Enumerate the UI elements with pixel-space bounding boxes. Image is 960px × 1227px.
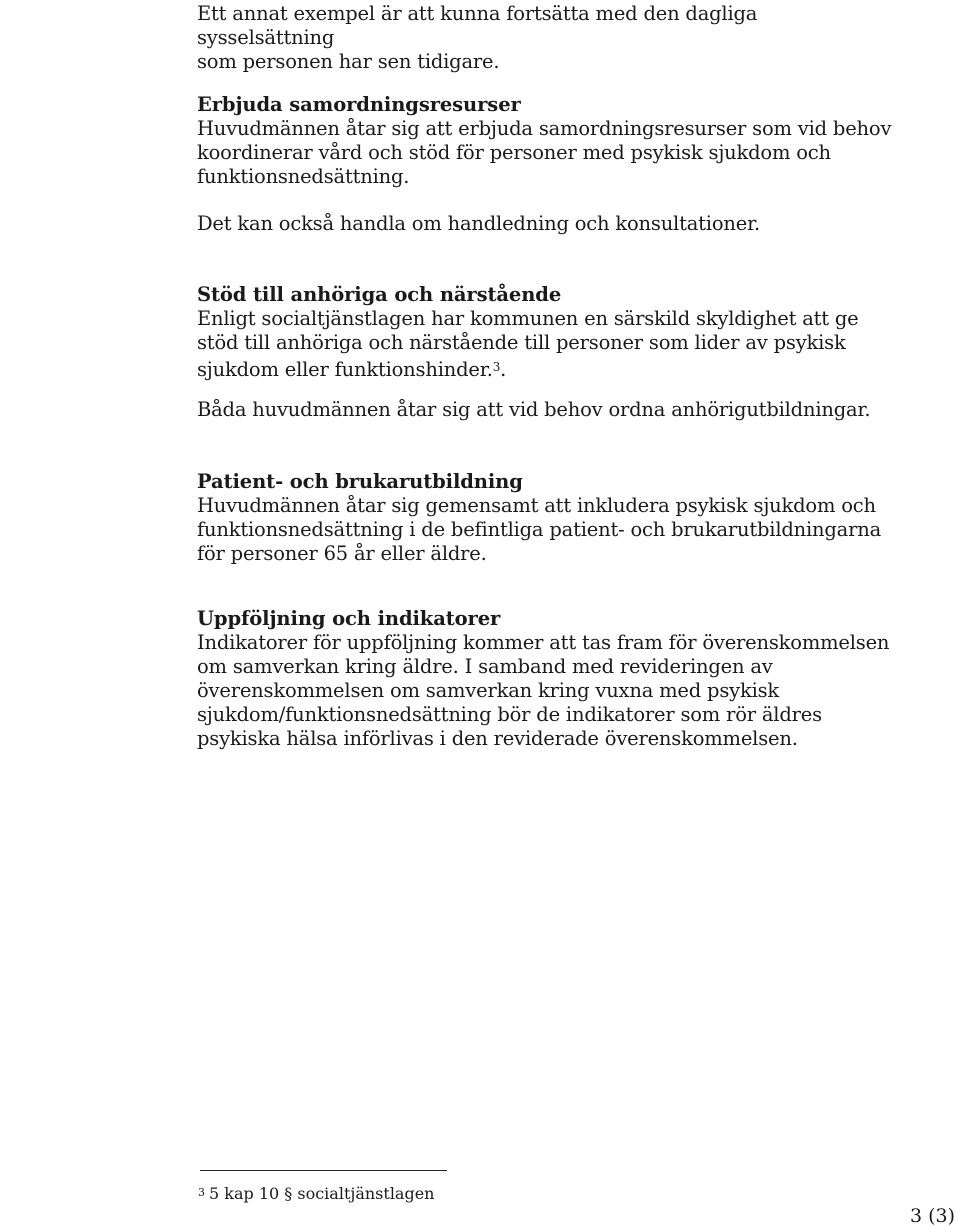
footnote-text: 5 kap 10 § socialtjänstlagen	[209, 1184, 435, 1203]
section-line: Huvudmännen åtar sig att erbjuda samordningsresurser som vid behov	[197, 117, 892, 140]
intro-paragraph	[197, 2, 897, 74]
section-uppfoljning	[197, 607, 897, 751]
section-heading: Uppföljning och indikatorer	[197, 607, 501, 630]
section-line: Enligt socialtjänstlagen har kommunen en särskild skyldighet att ge	[197, 307, 859, 330]
section-samordningsresurser-extra	[197, 212, 897, 236]
section-extra-line: Båda huvudmännen åtar sig att vid behov ordna anhörigutbildningar.	[197, 398, 871, 421]
section-anhoriga-extra	[197, 398, 897, 422]
section-line: funktionsnedsättning i de befintliga patient- och brukarutbildningarna	[197, 518, 882, 541]
footnote-reference: 3	[492, 360, 501, 374]
section-anhoriga	[197, 283, 897, 382]
section-line: Indikatorer för uppföljning kommer att tas fram för överenskommelsen	[197, 631, 890, 654]
section-line-with-footnote	[197, 355, 897, 382]
section-heading: Erbjuda samordningsresurser	[197, 93, 521, 116]
footnote-divider	[200, 1170, 447, 1171]
footnote-marker: 3	[198, 1186, 205, 1199]
section-line-text: sjukdom eller funktionshinder.	[197, 358, 493, 381]
section-line: för personer 65 år eller äldre.	[197, 542, 487, 565]
section-line: koordinerar vård och stöd för personer med psykisk sjukdom och	[197, 141, 831, 164]
page-number: 3 (3)	[910, 1205, 956, 1227]
section-heading: Stöd till anhöriga och närstående	[197, 283, 562, 306]
section-line: stöd till anhöriga och närstående till personer som lider av psykisk	[197, 331, 846, 354]
section-line: om samverkan kring äldre. I samband med revideringen av	[197, 655, 773, 678]
footnote	[198, 1183, 434, 1204]
intro-line-1: Ett annat exempel är att kunna fortsätta med den dagliga sysselsättning	[197, 2, 758, 49]
section-line: funktionsnedsättning.	[197, 165, 410, 188]
trailing-punctuation: .	[500, 358, 507, 381]
section-line: överenskommelsen om samverkan kring vuxna med psykisk	[197, 679, 780, 702]
section-line: sjukdom/funktionsnedsättning bör de indikatorer som rör äldres	[197, 703, 822, 726]
section-heading: Patient- och brukarutbildning	[197, 470, 523, 493]
section-line: Huvudmännen åtar sig gemensamt att inkludera psykisk sjukdom och	[197, 494, 876, 517]
section-extra-line: Det kan också handla om handledning och konsultationer.	[197, 212, 761, 235]
section-line: psykiska hälsa införlivas i den reviderade överenskommelsen.	[197, 727, 798, 750]
section-patientutbildning	[197, 470, 897, 566]
intro-line-2: som personen har sen tidigare.	[197, 50, 500, 73]
section-samordningsresurser	[197, 93, 897, 189]
